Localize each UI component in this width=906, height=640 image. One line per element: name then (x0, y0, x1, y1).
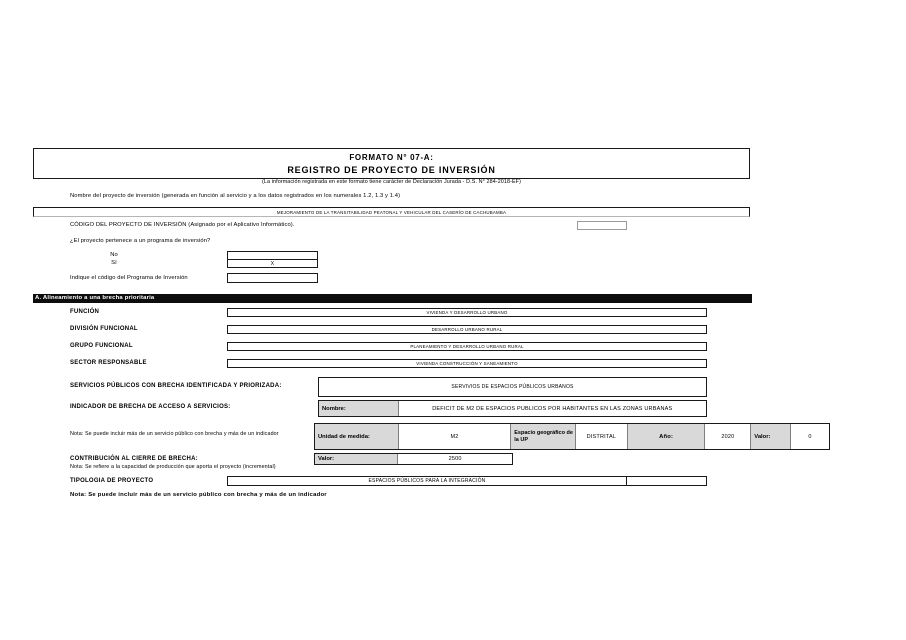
sector-responsable-label: SECTOR RESPONSABLE (70, 360, 147, 366)
tipologia-field[interactable]: ESPACIOS PÚBLICOS PARA LA INTEGRACIÓN (227, 476, 627, 486)
funcion-label: FUNCIÓN (70, 309, 100, 315)
contribucion-valor-label: Valor: (315, 454, 398, 464)
sector-responsable-field[interactable]: VIVIENDA CONSTRUCCIÓN Y SANEAMIENTO (227, 359, 707, 368)
declaration-subtitle: (La información registrada en este formato tiene carácter de Declaración Jurada - D.S. N° 284-2018-EF) (262, 179, 521, 185)
espacio-geografico-label: Espacio geográfico de la UP (511, 424, 576, 449)
option-si-label: Sí (111, 260, 117, 266)
indicador-nombre-row (318, 400, 707, 417)
servicios-brecha-field[interactable]: SERVIVIOS DE ESPACIOS PÚBLICOS URBANOS (318, 377, 707, 397)
form-number-title: FORMATO N° 07-A: (349, 152, 434, 162)
project-code-label: CÓDIGO DEL PROYECTO DE INVERSIÓN (Asignado por el Aplicativo Informático). (70, 222, 295, 228)
unidad-medida-label: Unidad de medida: (315, 424, 399, 449)
section-a-header: A. Alineamiento a una brecha prioritaria (33, 294, 752, 303)
contribucion-valor-row (314, 453, 513, 465)
indicador-brecha-label: INDICADOR DE BRECHA DE ACCESO A SERVICIOS: (70, 404, 231, 410)
unidad-medida-field[interactable]: M2 (399, 424, 512, 449)
funcion-field[interactable]: VIVIENDA Y DESARROLLO URBANO (227, 308, 707, 317)
servicios-brecha-label: SERVICIOS PÚBLICOS CON BRECHA IDENTIFICADA Y PRIORIZADA: (70, 383, 282, 389)
project-code-field[interactable] (577, 221, 627, 230)
contribucion-label: CONTRIBUCIÓN AL CIERRE DE BRECHA: (70, 456, 198, 462)
nota-final: Nota: Se puede incluir más de un servicio público con brecha y más de un indicador (70, 492, 327, 498)
project-name-field[interactable]: MEJORAMIENTO DE LA TRANSITABILIDAD PEATONAL Y VEHICULAR DEL CASERÍO DE CACHUBAMBA (33, 207, 750, 217)
program-code-field[interactable] (227, 273, 318, 283)
valor-field[interactable]: 0 (808, 433, 812, 440)
option-no-label: No (110, 252, 118, 258)
option-si-checkbox[interactable]: X (227, 259, 318, 268)
nota-indicador: Nota: Se puede incluir más de un servicio público con brecha y más de un indicador (70, 431, 279, 437)
division-funcional-field[interactable]: DESARROLLO URBANO RURAL (227, 325, 707, 334)
division-funcional-label: DIVISIÓN FUNCIONAL (70, 326, 138, 332)
form-main-title: REGISTRO DE PROYECTO DE INVERSIÓN (287, 164, 496, 175)
tipologia-field-extra[interactable] (626, 476, 707, 486)
indicador-nombre-field[interactable]: DEFICIT DE M2 DE ESPACIOS PUBLICOS POR HABITANTES EN LAS ZONAS URBANAS (432, 405, 673, 412)
grupo-funcional-label: GRUPO FUNCIONAL (70, 343, 133, 349)
anio-label: Año: (628, 424, 706, 449)
grupo-funcional-field[interactable]: PLANEAMIENTO Y DESARROLLO URBANO RURAL (227, 342, 707, 351)
anio-field[interactable]: 2020 (705, 424, 751, 449)
contribucion-nota: Nota: Se refiere a la capacidad de producción que aporta el proyecto (incremental) (70, 464, 276, 470)
project-name-label: Nombre del proyecto de inversión (generada en función al servicio y a los datos registrados en los numerales 1.2, 1.3 y 1.4) (70, 193, 401, 199)
medida-row (314, 423, 830, 450)
indicador-nombre-label: Nombre: (319, 401, 399, 416)
form-title-box (33, 148, 750, 179)
valor-label: Valor: (751, 424, 791, 449)
contribucion-valor-field[interactable]: 2500 (448, 456, 462, 462)
program-code-label: Indique el código del Programa de Inversión (70, 275, 188, 281)
program-question-label: ¿El proyecto pertenece a un programa de inversión? (70, 238, 211, 244)
tipologia-label: TIPOLOGIA DE PROYECTO (70, 478, 154, 484)
espacio-geografico-field[interactable]: DISTRITAL (576, 424, 628, 449)
